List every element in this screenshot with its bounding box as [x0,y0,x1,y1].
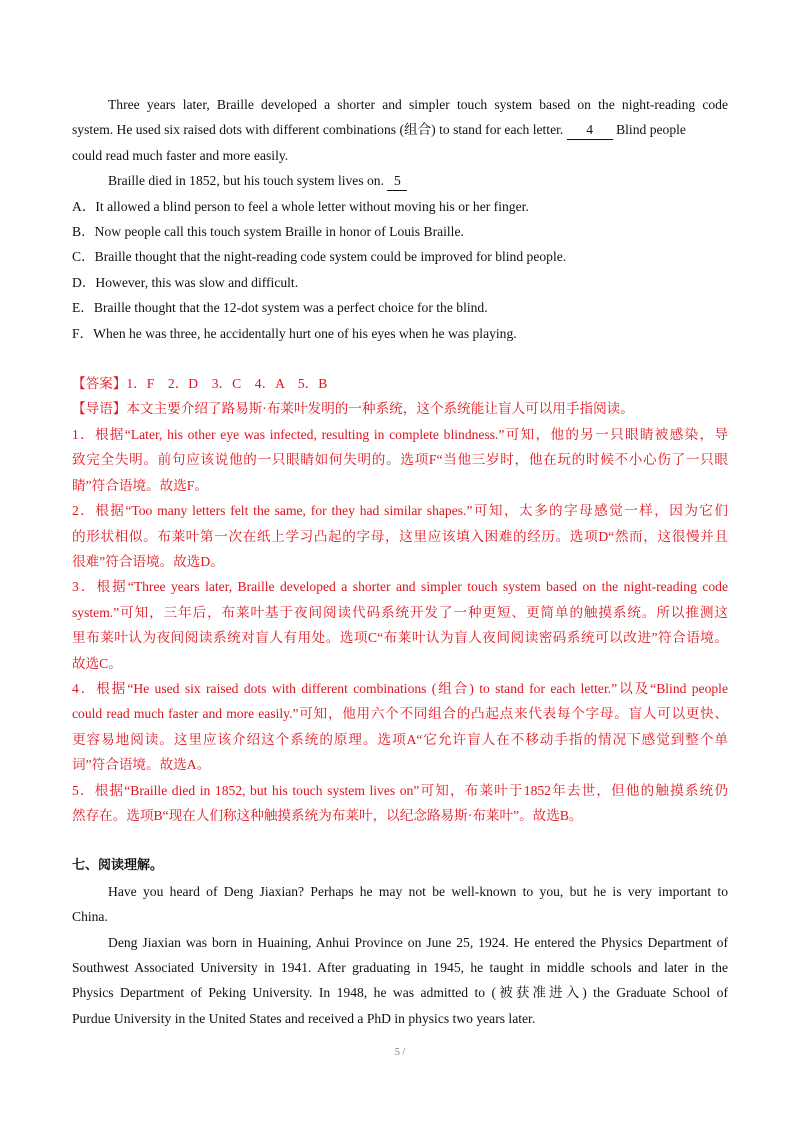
passage-line [72,117,728,142]
answer-blank-5: 5 [387,172,407,191]
option-b: B．Now people call this touch system Braille in honor of Louis Braille. [72,224,464,240]
explanation-line: 更容易地阅读。这里应该介绍这个系统的原理。选项A“它允许盲人在不移动手指的情况下感觉到整个单 [72,731,728,747]
reading-line: Deng Jiaxian was born in Huaining, Anhui Province on June 25, 1924. He entered the Physics Department of [108,934,728,950]
reading-line: China. [72,909,108,925]
section-heading: 七、阅读理解。 [72,858,164,874]
option-f: F．When he was three, he accidentally hurt one of his eyes when he was playing. [72,325,517,341]
spacer [72,346,728,371]
explanation-line: system.”可知，三年后，布莱叶基于夜间阅读代码系统开发了一种更短、更简单的触摸系统。所以推测这 [72,604,728,620]
reading-line: Physics Department of Peking University. In 1948, he was admitted to (被获准进入) the Graduate School of [72,985,728,1001]
spacer [72,828,728,853]
explanation-line: 的形状相似。布莱叶第一次在纸上学习凸起的字母，这里应该填入困难的经历。选项D“然而，这很慢并且 [72,528,728,544]
explanation-line: 致完全失明。前句应该说他的一只眼睛如何失明的。选项F“当他三岁时，他在玩的时候不小心伤了一只眼 [72,452,728,468]
reading-line: Have you heard of Deng Jiaxian? Perhaps he may not be well-known to you, but he is very important to [108,883,728,899]
option-a: A．It allowed a blind person to feel a whole letter without moving his or her finger. [72,198,529,214]
option-c: C．Braille thought that the night-reading code system could be improved for blind people. [72,249,567,265]
explanation-line: 词”符合语境。故选A。 [72,757,211,773]
passage-line: Three years later, Braille developed a shorter and simpler touch system based on the night-reading code [108,97,728,112]
explanation-line: 里布莱叶认为夜间阅读系统对盲人有用处。选项C“布莱叶认为盲人夜间阅读密码系统可以改进”符合语境。 [72,630,728,646]
reading-line: Southwest Associated University in 1941. After graduating in 1945, he taught in middle schools and later in the [72,960,728,975]
explanation-line: 很难”符合语境。故选D。 [72,553,224,569]
reading-line: Purdue University in the United States and received a PhD in physics two years later. [72,1010,536,1026]
explanation-line: 然存在。选项B“现在人们称这种触摸系统为布莱叶，以纪念路易斯·布莱叶”。故选B。 [72,807,583,823]
explanation-line: 2．根据“Too many letters felt the same, for they had similar shapes.”可知，太多的字母感觉一样，因为它们 [72,503,728,519]
explanation-line: 3．根据“Three years later, Braille developed a shorter and simpler touch system based on the night-reading code [72,579,728,595]
option-e: E．Braille thought that the 12-dot system was a perfect choice for the blind. [72,300,488,316]
passage-line [72,168,728,193]
option-d: D．However, this was slow and difficult. [72,274,299,290]
explanation-line: could read much faster and more easily.”可知，他用六个不同组合的凸起点来代表每个字母。盲人可以更快、 [72,706,728,722]
page-number: 5 / [394,1047,406,1058]
explanation-line: 睛”符合语境。故选F。 [72,477,208,493]
answer-key: 【答案】1．F 2．D 3．C 4．A 5．B [72,376,328,392]
passage-text: Braille died in 1852, but his touch system lives on. [108,173,385,189]
document-page [72,92,728,1031]
passage-text: Blind people [616,122,686,138]
passage-line: could read much faster and more easily. [72,147,289,163]
explanation-line: 故选C。 [72,655,122,671]
answer-blank-4: 4 [567,121,613,140]
explanation-line: 4．根据“He used six raised dots with different combinations (组合) to stand for each letter.”以及“Blind people [72,680,728,696]
guide-text: 【导语】本文主要介绍了路易斯·布莱叶发明的一种系统，这个系统能让盲人可以用手指阅读。 [72,401,634,417]
explanation-line: 1．根据“Later, his other eye was infected, resulting in complete blindness.”可知，他的另一只眼睛被感染，导 [72,426,728,442]
explanation-line: 5．根据“Braille died in 1852, but his touch system lives on”可知，布莱叶于1852年去世，但他的触摸系统仍 [72,782,728,798]
passage-text: system. He used six raised dots with different combinations (组合) to stand for each letter. [72,122,564,138]
